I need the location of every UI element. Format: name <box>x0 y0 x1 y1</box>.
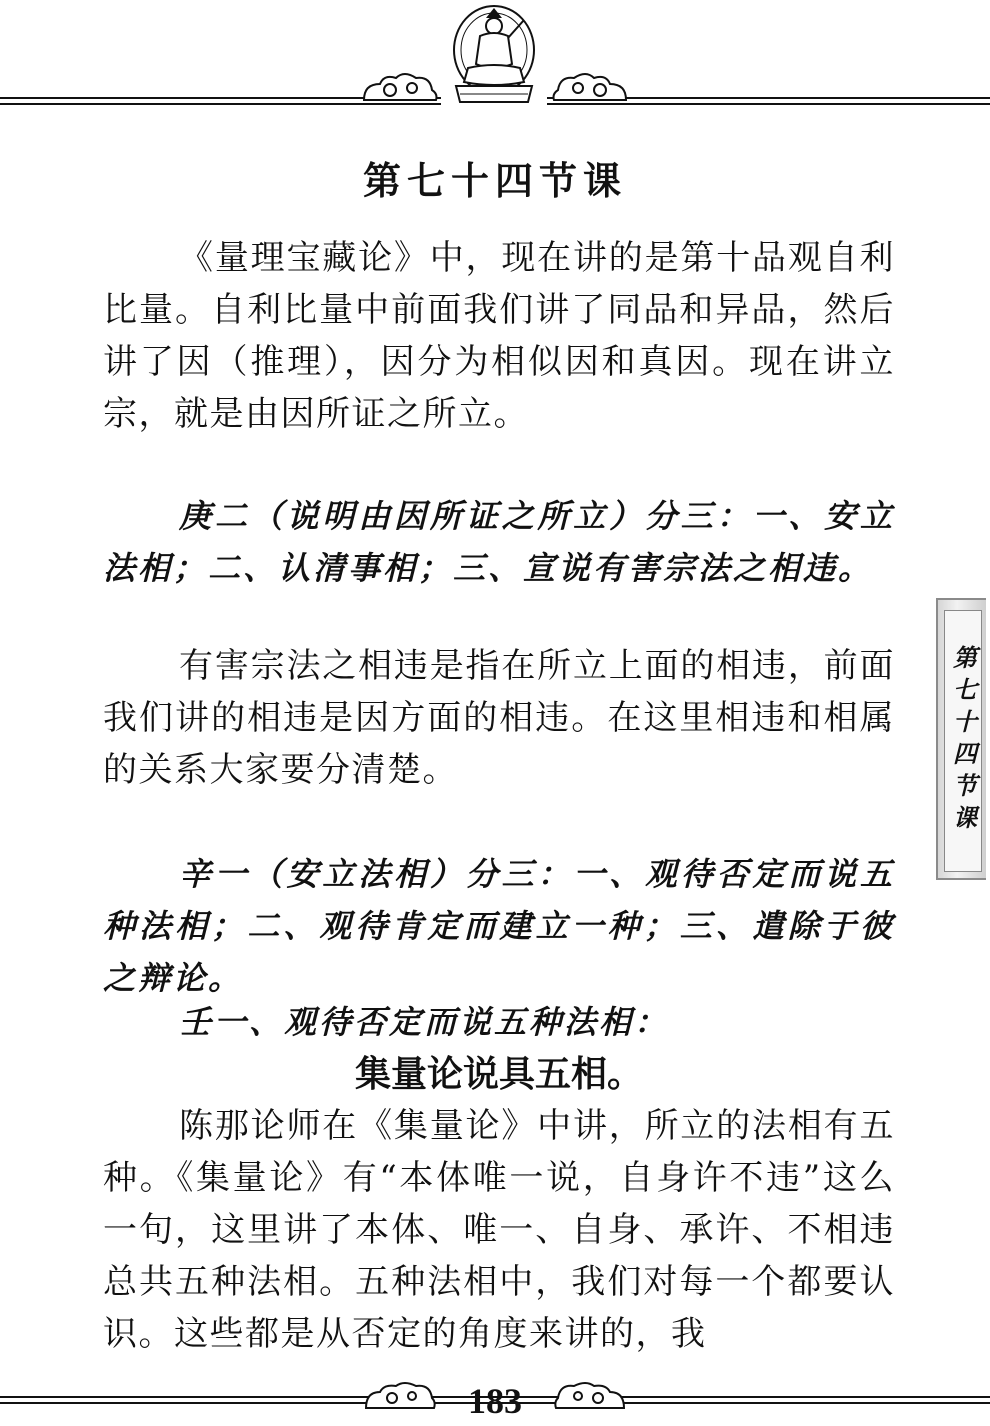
heading-geng-block <box>103 490 895 594</box>
chapter-side-tab <box>936 598 986 880</box>
heading-ren-block <box>103 996 895 1048</box>
lesson-title: 第七十四节课 <box>362 158 627 203</box>
root-verse: 集量论说具五相。 <box>354 1054 643 1095</box>
chapter-side-tab-frame <box>944 610 982 872</box>
cloud-ornament-left-icon <box>360 70 440 106</box>
section-heading-ren-yi: 壬一、观待否定而说五种法相： <box>179 1003 670 1041</box>
paragraph-contradiction: 有害宗法之相违是指在所立上面的相违，前面我们讲的相违是因方面的相违。在这里相违和相属的关系大家要分清楚。 <box>103 646 895 790</box>
paragraph-dignaga-block <box>103 1100 895 1360</box>
paragraph-intro-block <box>103 232 895 440</box>
section-heading-geng-er: 庚二（说明由因所证之所立）分三：一、安立法相；二、认清事相；三、宣说有害宗法之相违。 <box>103 497 895 587</box>
cloud-ornament-right-icon <box>550 70 630 106</box>
chapter-side-tab-label: 第七十四节课 <box>948 645 978 837</box>
page-number: 183 <box>468 1381 522 1421</box>
heading-xin-block <box>103 848 895 1004</box>
buddhist-deity-figure-icon <box>440 2 548 112</box>
paragraph-dignaga: 陈那论师在《集量论》中讲，所立的法相有五种。《集量论》有“本体唯一说，自身许不违”这么一句，这里讲了本体、唯一、自身、承许、不相违总共五种法相。五种法相中，我们对每一个都要认识。这些都是从否定的角度来讲的，我 <box>103 1106 895 1354</box>
paragraph-contradiction-block <box>103 640 895 796</box>
paragraph-intro: 《量理宝藏论》中，现在讲的是第十品观自利比量。自利比量中前面我们讲了同品和异品，然后讲了因（推理），因分为相似因和真因。现在讲立宗，就是由因所证之所立。 <box>103 238 895 434</box>
section-heading-xin-yi: 辛一（安立法相）分三：一、观待否定而说五种法相；二、观待肯定而建立一种；三、遣除于彼之辩论。 <box>103 855 895 997</box>
verse-block <box>103 1050 895 1100</box>
